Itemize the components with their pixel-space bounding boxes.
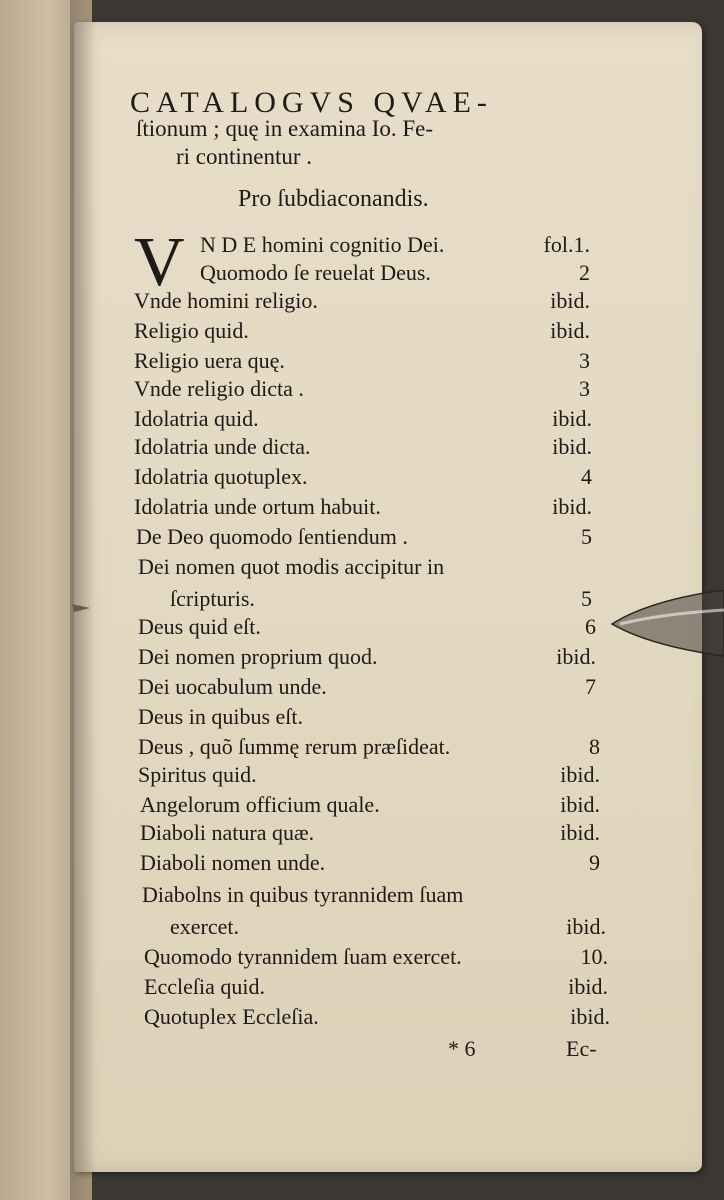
entry-text: Religio quid.	[134, 318, 249, 343]
section-heading: Pro ſubdiaconandis.	[238, 186, 429, 212]
list-item	[170, 912, 606, 942]
entry-text: Vnde religio dicta .	[134, 376, 304, 401]
margin-mark-icon	[70, 600, 92, 614]
list-item	[144, 1002, 610, 1032]
list-item	[138, 552, 592, 582]
entry-page-ref: ibid.	[550, 318, 590, 343]
entry-text: exercet.	[170, 914, 239, 939]
catchword: Ec-	[566, 1036, 597, 1061]
entry-page-ref: ibid.	[560, 792, 600, 817]
entry-text: De Deo quomodo ſentiendum .	[136, 524, 408, 549]
list-item	[134, 404, 592, 434]
entry-page-ref: 10.	[580, 944, 608, 969]
list-item	[134, 316, 590, 346]
entry-page-ref: ibid.	[552, 406, 592, 431]
entry-text: Idolatria quotuplex.	[134, 464, 308, 489]
list-item	[134, 432, 592, 462]
entry-text: Diaboli nomen unde.	[140, 850, 326, 875]
entry-text: Vnde homini religio.	[134, 288, 318, 313]
list-item	[170, 584, 592, 614]
list-item	[140, 848, 600, 878]
list-item	[134, 374, 590, 404]
entry-page-ref: ibid.	[570, 1004, 610, 1029]
entry-text: Deus quid eſt.	[138, 614, 261, 639]
list-item	[138, 702, 596, 732]
list-item	[140, 790, 600, 820]
entry-page-ref: 7	[585, 674, 596, 699]
list-item	[144, 942, 608, 972]
entry-text: Dei nomen proprium quod.	[138, 644, 378, 669]
list-item	[134, 346, 590, 376]
drop-capital: V	[134, 224, 185, 301]
title-line-3: ri continentur .	[176, 144, 313, 169]
entry-page-ref: 3	[579, 376, 590, 401]
entry-page-ref: 6	[585, 614, 596, 639]
entry-text: Idolatria quid.	[134, 406, 259, 431]
list-item	[138, 760, 600, 790]
signature-mark: * 6	[448, 1036, 476, 1061]
list-item	[200, 258, 590, 288]
entry-page-ref: ibid.	[550, 288, 590, 313]
list-item	[140, 818, 600, 848]
entry-page-ref: ibid.	[566, 914, 606, 939]
entry-page-ref: 5	[581, 524, 592, 549]
title-line-2: ſtionum ; quę in examina Io. Fe-	[136, 116, 434, 141]
list-item	[134, 492, 592, 522]
entry-text: Diaboli natura quæ.	[140, 820, 315, 845]
list-item	[138, 642, 596, 672]
entry-text: Spiritus quid.	[138, 762, 257, 787]
entry-page-ref: ibid.	[552, 434, 592, 459]
entry-text: Quomodo tyrannidem ſuam exercet.	[144, 944, 462, 969]
entry-text: Dei uocabulum unde.	[138, 674, 327, 699]
entry-page-ref: ibid.	[560, 820, 600, 845]
entry-page-ref: fol.1.	[543, 232, 590, 257]
entry-page-ref: ibid.	[552, 494, 592, 519]
catalog-title: CATALOGVS QVAE-	[130, 86, 493, 119]
list-item	[138, 732, 600, 762]
list-item	[200, 230, 590, 260]
page-pointer-icon	[610, 590, 724, 660]
list-item	[134, 462, 592, 492]
list-item	[138, 612, 596, 642]
entry-page-ref: ibid.	[568, 974, 608, 999]
entry-text: Deus in quibus eſt.	[138, 704, 303, 729]
entry-page-ref: ibid.	[560, 762, 600, 787]
entry-text: ſcripturis.	[170, 586, 255, 611]
list-item	[142, 880, 600, 910]
entry-text: Idolatria unde dicta.	[134, 434, 311, 459]
entry-text: Dei nomen quot modis accipitur in	[138, 554, 445, 579]
entry-page-ref: 9	[589, 850, 600, 875]
entry-page-ref: 2	[579, 260, 590, 285]
entry-text: Eccleſia quid.	[144, 974, 265, 999]
entry-page-ref: 5	[581, 586, 592, 611]
entry-text: Idolatria unde ortum habuit.	[134, 494, 381, 519]
entry-text: Quotuplex Eccleſia.	[144, 1004, 319, 1029]
entry-page-ref: 8	[589, 734, 600, 759]
entry-page-ref: 4	[581, 464, 592, 489]
entry-text: Deus , quõ ſummę rerum præſideat.	[138, 734, 451, 759]
list-item	[138, 672, 596, 702]
list-item	[136, 522, 592, 552]
entry-text: N D E homini cognitio Dei.	[200, 232, 445, 257]
list-item	[144, 972, 608, 1002]
entry-text: Angelorum officium quale.	[140, 792, 380, 817]
entry-text: Diabolns in quibus tyrannidem ſuam	[142, 882, 464, 907]
entry-page-ref: ibid.	[556, 644, 596, 669]
list-item	[134, 286, 590, 316]
entry-text: Quomodo ſe reuelat Deus.	[200, 260, 431, 285]
entry-text: Religio uera quę.	[134, 348, 285, 373]
entry-page-ref: 3	[579, 348, 590, 373]
